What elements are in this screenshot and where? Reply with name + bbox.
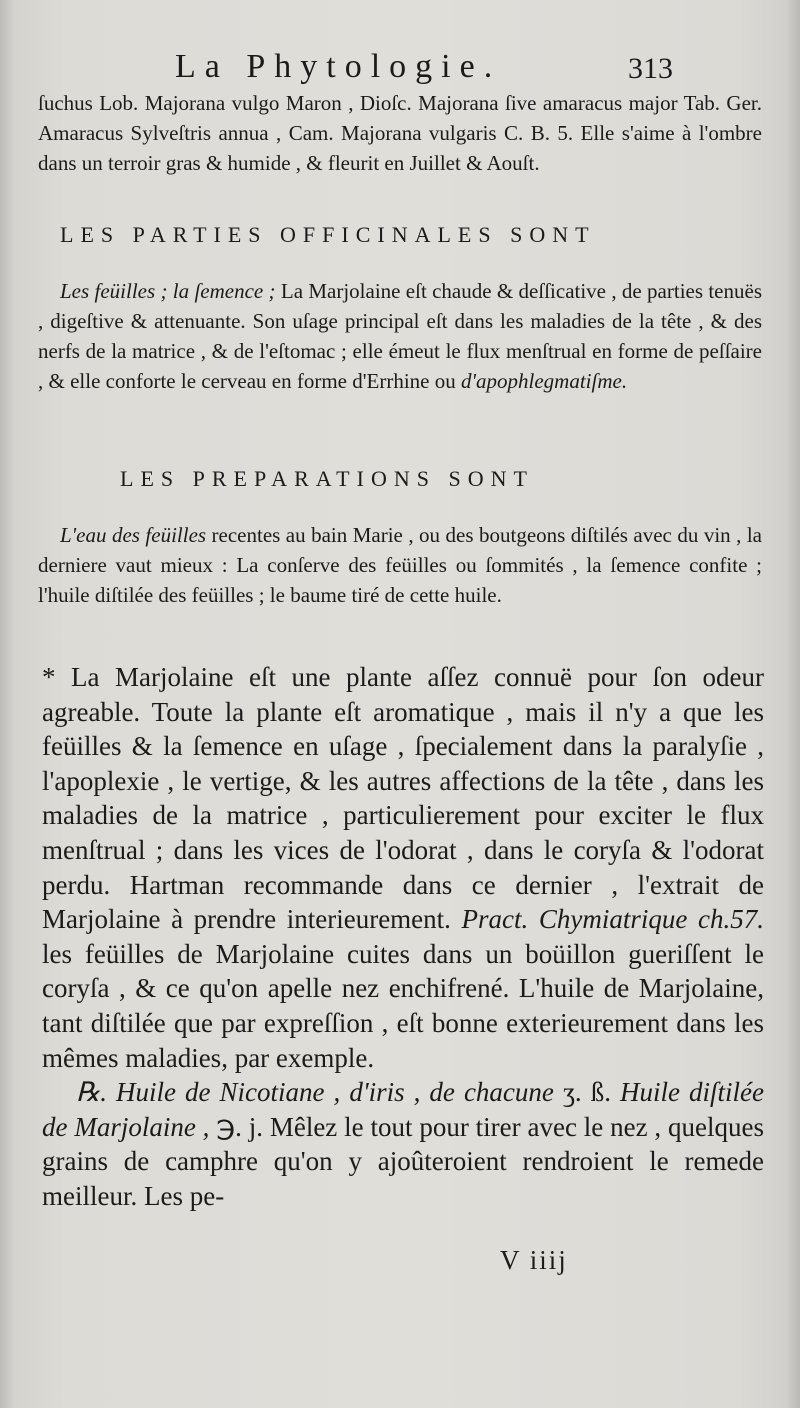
commentary-text-a: * La Marjolaine eſt une plante aſſez connuë pour ſon odeur agreable. Toute la plante eſt aromatique , mais il n'y a que les feüilles & la ſemence en uſage , ſpecialement dans la paralyſie , l'apoplexie , le vertige, & les autres affections de la tête , dans les maladies de la matrice , particulierement pour exciter le flux menſtrual ; dans les vices de l'odorat , dans le coryſa & l'odorat perdu. Hartman recommande dans ce dernier , l'extrait de Marjolaine à prendre interieurement. xyxy=(42,662,764,935)
parts-text: La Marjolaine eſt chaude & deſſicative , de parties tenuës , digeſtive & attenuante. Son uſage principal eſt dans les maladies de la tête , & des nerfs de la matrice , & de l'eſtomac ; elle émeut le flux menſtrual en forme de peſſaire , & elle conforte le cerveau en forme d'Errhine ou xyxy=(38,279,762,393)
preparations-heading: LES PREPARATIONS SONT xyxy=(120,466,534,491)
recipe-dose-b: ℈. j. xyxy=(209,1111,270,1142)
parts-heading: LES PARTIES OFFICINALES SONT xyxy=(60,222,596,247)
left-edge-shadow xyxy=(0,0,14,1408)
commentary-citation: Pract. Chymiatrique ch.57. xyxy=(461,904,764,935)
commentary-paragraph xyxy=(42,660,764,1214)
recipe-line-b: Huile diſtilée de Marjolaine , xyxy=(42,1077,764,1142)
signature-mark: V iiij xyxy=(500,1245,568,1275)
running-title: La Phytologie. xyxy=(175,48,502,85)
intro-paragraph: ſuchus Lob. Majorana vulgo Maron , Dioſc. Majorana ſive amaracus major Tab. Ger. Amaracus Sylveſtris annua , Cam. Majorana vulgaris C. B. 5. Elle s'aime à l'ombre dans un terroir gras & humide , & fleurit en Juillet & Aouſt. xyxy=(38,91,762,175)
preparations-text: recentes au bain Marie , ou des boutgeons diſtilés avec du vin , la derniere vaut mieux : La conſerve des feüilles ou ſommités , la ſemence confite ; l'huile diſtilée des feüilles ; le baume tiré de cette huile. xyxy=(38,523,762,607)
preparations-paragraph xyxy=(38,520,762,610)
parts-lead: Les feüilles ; la ſemence ; xyxy=(60,279,276,303)
recipe-line-a: ℞. Huile de Nicotiane , d'iris , de chacune xyxy=(76,1077,554,1108)
preparations-lead: L'eau des feüilles xyxy=(60,523,207,547)
recipe-line-c: Mêlez le tout pour tirer avec le nez , quelques grains de camphre qu'on y ajoûteroient rendroient le remede meilleur. Les pe- xyxy=(42,1111,764,1211)
parts-tail: d'apophlegmatiſme. xyxy=(461,369,628,393)
page-number: 313 xyxy=(628,52,673,85)
parts-paragraph xyxy=(38,276,762,396)
right-edge-shadow xyxy=(786,0,800,1408)
recipe-dose-a: ʒ. ß. xyxy=(553,1077,620,1108)
commentary-text-b: les feüilles de Marjolaine cuites dans un boüillon gueriſſent le coryſa , & ce qu'on apelle nez enchifrené. L'huile de Marjolaine, tant diſtilée que par expreſſion , eſt bonne exterieurement dans les mêmes maladies, par exemple. xyxy=(42,938,764,1073)
